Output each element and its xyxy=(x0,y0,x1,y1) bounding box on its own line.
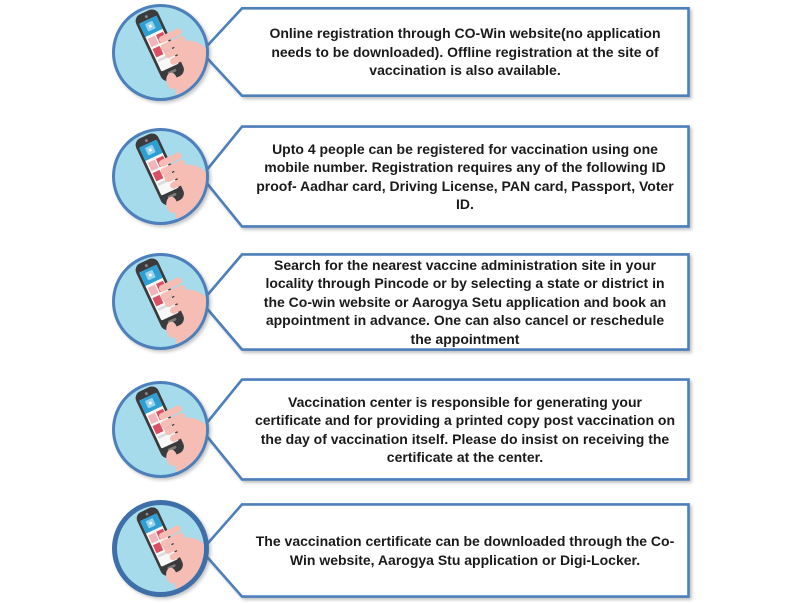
phone-hand-graphic xyxy=(115,384,206,475)
hand-holding-smartphone-icon xyxy=(112,253,209,350)
hand-holding-smartphone-icon xyxy=(112,4,209,101)
hand-holding-smartphone-icon xyxy=(112,381,209,478)
step-text-3: Search for the nearest vaccine administration site in your locality through Pincode or by selecting a state or district in the Co-win website or Aarogya Setu application and book an appointment in advance. One can also cancel or reschedule the appointment xyxy=(263,256,667,347)
hand-holding-smartphone-icon xyxy=(112,128,209,225)
phone-hand-graphic xyxy=(115,7,206,98)
phone-hand-graphic xyxy=(115,131,206,222)
step-text-4: Vaccination center is responsible for generating your certificate and for providing a printed copy post vaccination on the day of vaccination itself. Please do insist on receiving the certificate at the center. xyxy=(254,393,676,465)
step-bubble-5 xyxy=(200,503,690,598)
phone-hand-graphic xyxy=(117,505,204,592)
step-text-5: The vaccination certificate can be downloaded through the Co-Win website, Aarogya Stu application or Digi-Locker. xyxy=(255,533,675,568)
hand-holding-smartphone-icon xyxy=(112,500,209,597)
step-text-1: Online registration through CO-Win website(no application needs to be downloaded). Offline registration at the site of vaccination is also available. xyxy=(269,25,661,79)
phone-hand-graphic xyxy=(115,256,206,347)
step-text-2: Upto 4 people can be registered for vaccination using one mobile number. Registration requires any of the following ID proof- Aadhar card, Driving License, PAN card, Passport, Voter ID. xyxy=(256,140,674,212)
